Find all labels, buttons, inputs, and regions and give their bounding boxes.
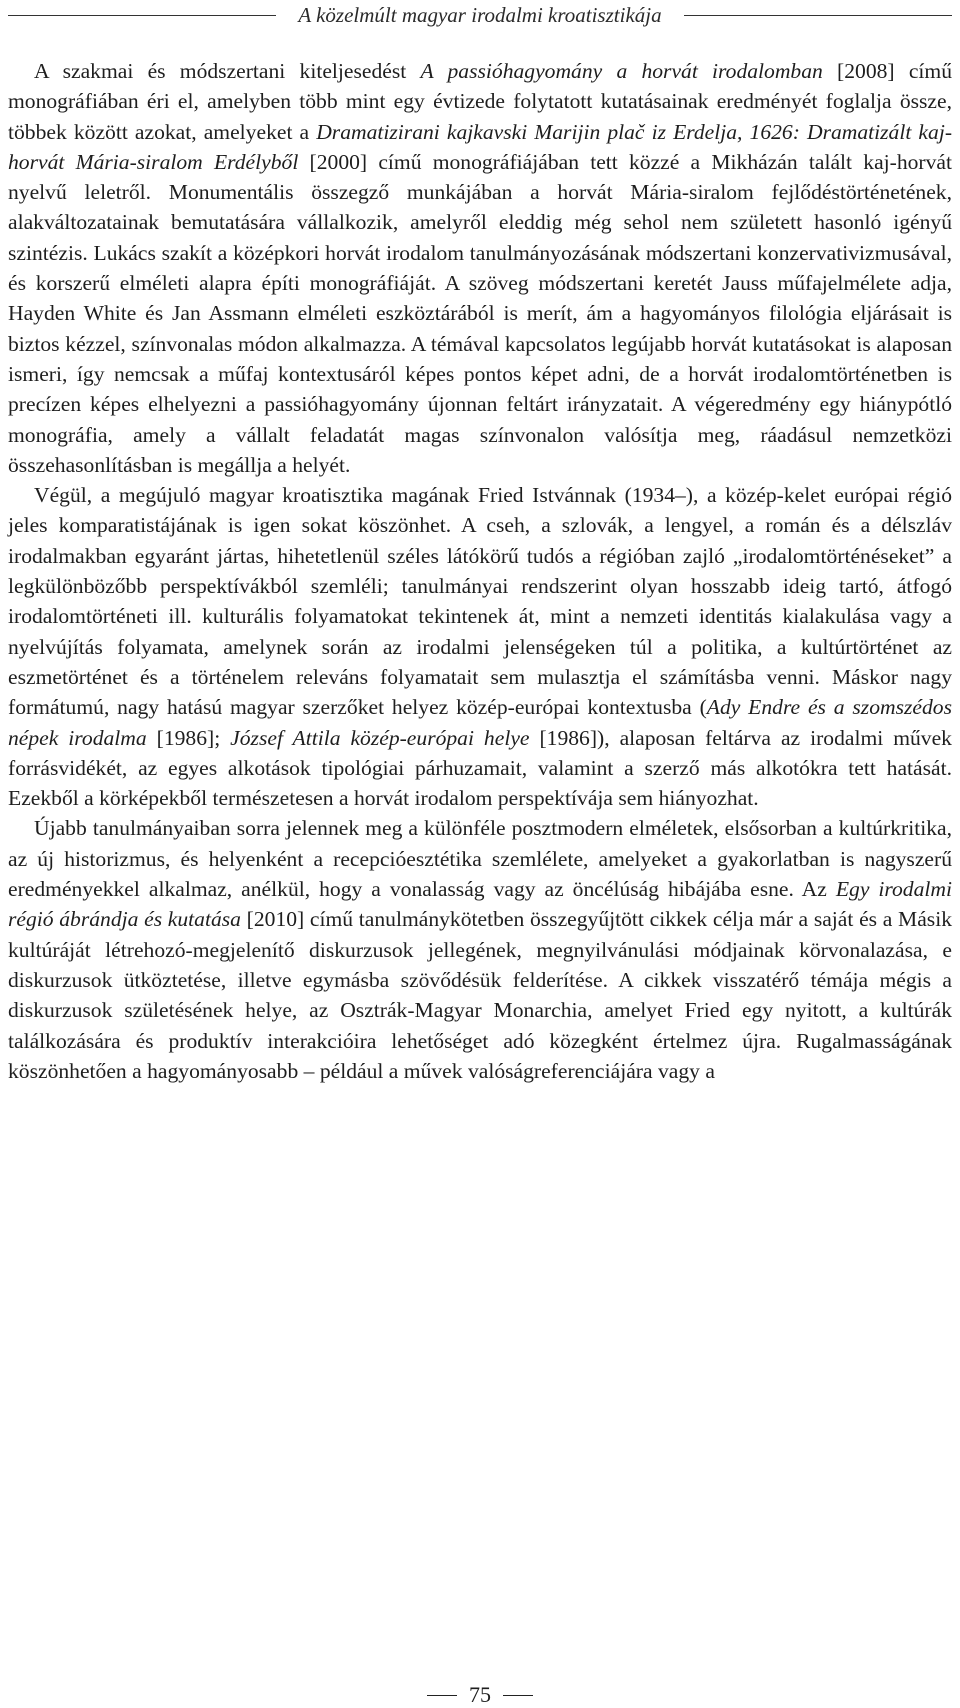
running-head-title: A közelmúlt magyar irodalmi kroatisztikája	[298, 2, 662, 27]
text-run: Újabb tanulmányaiban sorra jelennek meg a különféle posztmodern elméletek, elsősorban a kultúrkritika, az új historizmus, és helyenként a recepcióesztétika szemlélete, amelyeket a gyakorlatban is nagyszerű eredményekkel alkalmaz, anélkül, hogy a vonalasság vagy az öncélúság hibájába esne. Az	[8, 816, 952, 902]
italic-title: Ady Endre és a szomszédos népek irodalma	[8, 695, 952, 750]
text-run: A szakmai és módszertani kiteljesedést	[34, 59, 421, 83]
italic-title: Dramatizirani kajkavski Marijin plač iz Erdelja, 1626: Dramatizált kaj-horvát Mária-siralom Erdélyből	[8, 119, 953, 174]
text-run: [1986]), alaposan feltárva az irodalmi művek forrásvidékét, az egyes alkotások tipológiai párhuzamait, valamint a szerző más alkotókra tett hatását. Ezekből a körképekből természetesen a horvát irodalom perspektívája sem hiányozhat.	[8, 725, 952, 811]
page-number: 75	[469, 1682, 491, 1707]
text-run: Végül, a megújuló magyar kroatisztika magának Fried Istvánnak (1934–), a közép-kelet európai régió jeles komparatistájának is igen sokat köszönhet. A cseh, a szlovák, a lengyel, a román és a délszláv irodalmakban egyaránt jártas, hihetetlenül széles látókörű tudós a régióban zajló „irodalomtörténéseket” a legkülönbözőbb perspektívákból szemléli; tanulmányai rendszerint olyan hosszabb ideig tartó, átfogó irodalomtörténeti ill. kulturális folyamatokat tekintenek át, mint a nemzeti identitás kialakulása vagy a nyelvújítás folyamata, amelynek során az irodalmi jelenségeken túl a politika, a kultúrtörténet az eszmetörténet és a történelem releváns folyamatait sem mulasztja el számításba venni. Máskor nagy formátumú, nagy hatású magyar szerzőket helyez közép-európai kontextusba (	[8, 483, 952, 720]
italic-title: József Attila közép-európai helye	[230, 725, 530, 750]
running-head	[8, 0, 952, 30]
text-run: [2008] című monográfiában éri el, amelyben több mint egy évtizede folytatott kutatásainak eredményét foglalja össze, többek között azokat, amelyeket a	[8, 59, 952, 144]
folio-dash-left	[427, 1695, 457, 1696]
folio-dash-right	[503, 1695, 533, 1696]
text-run: [2000] című monográfiájában tett közzé a Mikházán talált kaj-horvát nyelvű leletről. Monumentális összegző munkájában a horvát Mária-siralom fejlődéstörténetének, alakváltozatainak bemutatására vállalkozik, amelyről eleddig még sehol nem született hasonló igényű szintézis. Lukács szakít a középkori horvát irodalom tanulmányozásának módszertani konzervativizmusával, és korszerű elméleti alapra építi monográfiáját. A szöveg módszertani keretét Jauss műfajelmélete adja, Hayden White és Jan Assmann elméleti eszköztárából is merít, ám a hagyományos filológia eljárásait is biztos kézzel, színvonalas módon alkalmazza. A témával kapcsolatos legújabb horvát kutatásokat is alaposan ismeri, így nemcsak a műfaj kontextusáról képes pontos képet adni, de a horvát irodalomtörténetben is precízen képes elhelyezni a passióhagyomány újonnan feltárt irányzatait. A végeredmény egy hiánypótló monográfia, amely a vállalt feladatát magas színvonalon valósítja meg, ráadásul nemzetközi összehasonlításban is megállja a helyét.	[8, 149, 953, 477]
text-run: [1986];	[146, 725, 231, 750]
italic-title: A passióhagyomány a horvát irodalomban	[420, 59, 823, 83]
header-rule-right	[684, 15, 952, 16]
paragraph	[8, 480, 952, 813]
header-rule-left	[8, 15, 276, 16]
page-footer	[0, 1682, 960, 1708]
body-text	[8, 56, 952, 1086]
text-run: [2010] című tanulmánykötetben összegyűjtött cikkek célja már a saját és a Másik kultúráját létrehozó-megjelenítő diskurzusok jellegének, megnyilvánulási módjainak körvonalazása, e diskurzusok ütköztetése, illetve egymásba szövődésük felderítése. A cikkek visszatérő témája mégis a diskurzusok születésének helye, az Osztrák-Magyar Monarchia, amelyet Fried egy nyitott, a kultúrák találkozására és produktív interakcióira lehetőséget adó közegként értelmez újra. Rugalmasságának köszönhetően a hagyományosabb – például a művek valóságreferenciájára vagy a	[8, 907, 952, 1083]
paragraph	[8, 56, 952, 480]
paragraph	[8, 813, 952, 1086]
italic-title: Egy irodalmi régió ábrándja és kutatása	[8, 877, 952, 932]
